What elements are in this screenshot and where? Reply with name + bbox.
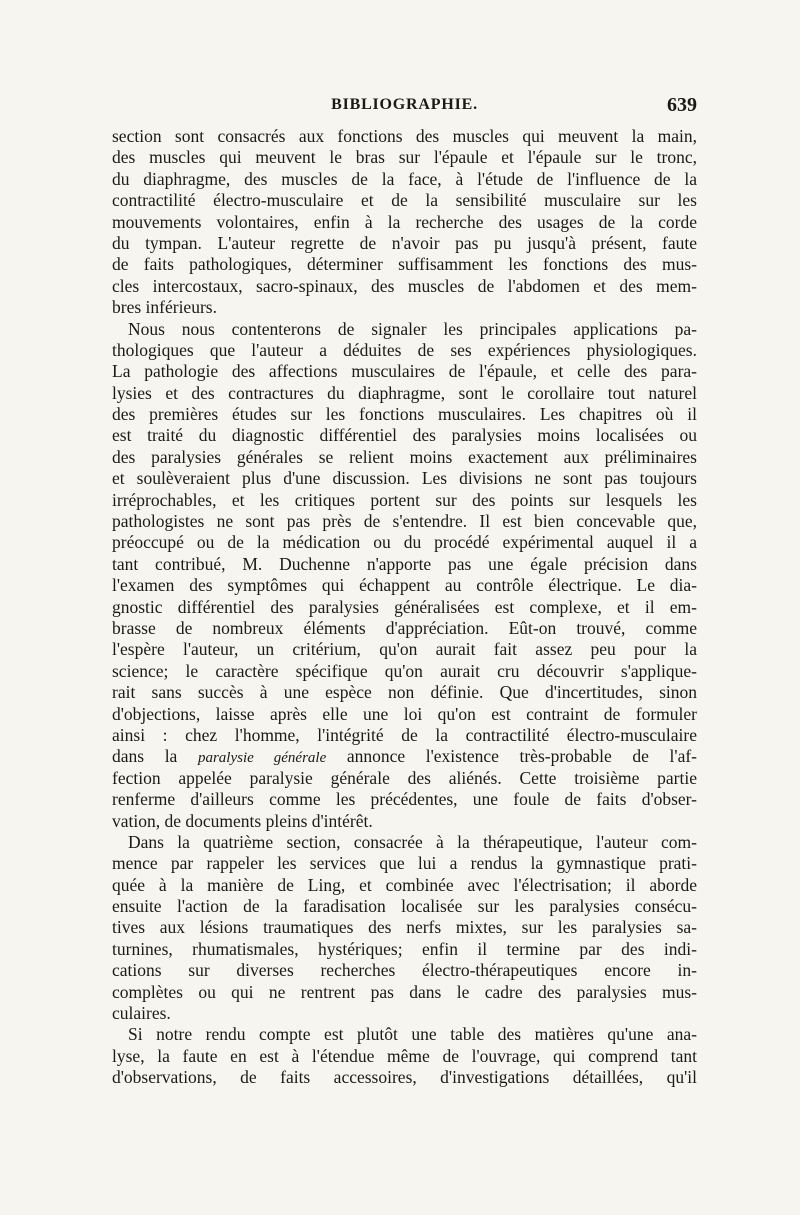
text-line: Nous nous contenterons de signaler les principales applications pa- [128,318,697,339]
text-line: complètes ou qui ne rentrent pas dans le cadre des paralysies mus- [112,981,697,1002]
page-header [112,96,697,122]
text-line: d'objections, laisse après elle une loi qu'on est contraint de formuler [112,703,697,724]
body-text [112,126,697,1089]
text-line: rait sans succès à une espèce non définie. Que d'incertitudes, sinon [112,682,697,703]
text-line: tant contribué, M. Duchenne n'apporte pas une égale précision dans [112,553,697,574]
text-line: turnines, rhumatismales, hystériques; enfin il termine par des indi- [112,938,697,959]
text-line: ensuite l'action de la faradisation localisée sur les paralysies consécu- [112,896,697,917]
text-line: du tympan. L'auteur regrette de n'avoir pas pu jusqu'à présent, faute [112,232,697,253]
text-line: l'espère l'auteur, un critérium, qu'on aurait fait assez peu pour la [112,639,697,660]
text-line: des muscles qui meuvent le bras sur l'épaule et l'épaule sur le tronc, [112,147,697,168]
text-line: gnostic différentiel des paralysies généralisées est complexe, et il em- [112,596,697,617]
text-line: science; le caractère spécifique qu'on aurait cru découvrir s'applique- [112,660,697,681]
italic-term: paralysie générale [197,750,327,767]
text-line: et soulèveraient plus d'une discussion. Les divisions ne sont pas toujours [112,468,697,489]
text-line: renferme d'ailleurs comme les précédentes, une foule de faits d'obser- [112,789,697,810]
text-line: de faits pathologiques, déterminer suffisamment les fonctions des mus- [112,254,697,275]
text-line: bres inférieurs. [112,297,217,318]
text-line: thologiques que l'auteur a déduites de ses expériences physiologiques. [112,339,697,360]
text-line: d'observations, de faits accessoires, d'investigations détaillées, qu'il [112,1067,697,1088]
text-line: cles intercostaux, sacro-spinaux, des muscles de l'abdomen et des mem- [112,275,697,296]
text-line: est traité du diagnostic différentiel des paralysies moins localisées ou [112,425,697,446]
text-line: irréprochables, et les critiques portent sur des points sur lesquels les [112,489,697,510]
text-segment: annonce l'existence très-probable de l'af- [326,746,697,767]
text-line: du diaphragme, des muscles de la face, à l'étude de l'influence de la [112,168,697,189]
text-line: Si notre rendu compte est plutôt une table des matières qu'une ana- [128,1024,697,1045]
text-line [112,746,697,767]
text-line: contractilité électro-musculaire et de la sensibilité musculaire sur les [112,190,697,211]
text-line: brasse de nombreux éléments d'appréciation. Eût-on trouvé, comme [112,617,697,638]
text-line: culaires. [112,1003,171,1024]
text-line: pathologistes ne sont pas près de s'entendre. Il est bien concevable que, [112,511,697,532]
text-line: mouvements volontaires, enfin à la recherche des usages de la corde [112,211,697,232]
text-line: La pathologie des affections musculaires de l'épaule, et celle des para- [112,361,697,382]
text-line: tives aux lésions traumatiques des nerfs mixtes, sur les paralysies sa- [112,917,697,938]
page-number: 639 [667,94,697,116]
running-title: BIBLIOGRAPHIE. [331,96,478,113]
text-line: fection appelée paralysie générale des aliénés. Cette troisième partie [112,767,697,788]
text-line: section sont consacrés aux fonctions des muscles qui meuvent la main, [112,126,697,146]
text-line: quée à la manière de Ling, et combinée avec l'électrisation; il aborde [112,874,697,895]
text-line: vation, de documents pleins d'intérêt. [112,810,373,831]
text-line: des premières études sur les fonctions musculaires. Les chapitres où il [112,404,697,425]
text-line: lysies et des contractures du diaphragme, sont le corollaire tout naturel [112,382,697,403]
text-line: l'examen des symptômes qui échappent au contrôle électrique. Le dia- [112,575,697,596]
text-segment: dans la [112,746,198,767]
text-line: Dans la quatrième section, consacrée à la thérapeutique, l'auteur com- [128,831,697,852]
text-line: ainsi : chez l'homme, l'intégrité de la contractilité électro-musculaire [112,724,697,745]
text-line: des paralysies générales se relient moins exactement aux préliminaires [112,446,697,467]
text-line: mence par rappeler les services que lui a rendus la gymnastique prati- [112,853,697,874]
text-line: préoccupé ou de la médication ou du procédé expérimental auquel il a [112,532,697,553]
text-line: cations sur diverses recherches électro-thérapeutiques encore in- [112,960,697,981]
text-line: lyse, la faute en est à l'étendue même de l'ouvrage, qui comprend tant [112,1045,697,1066]
